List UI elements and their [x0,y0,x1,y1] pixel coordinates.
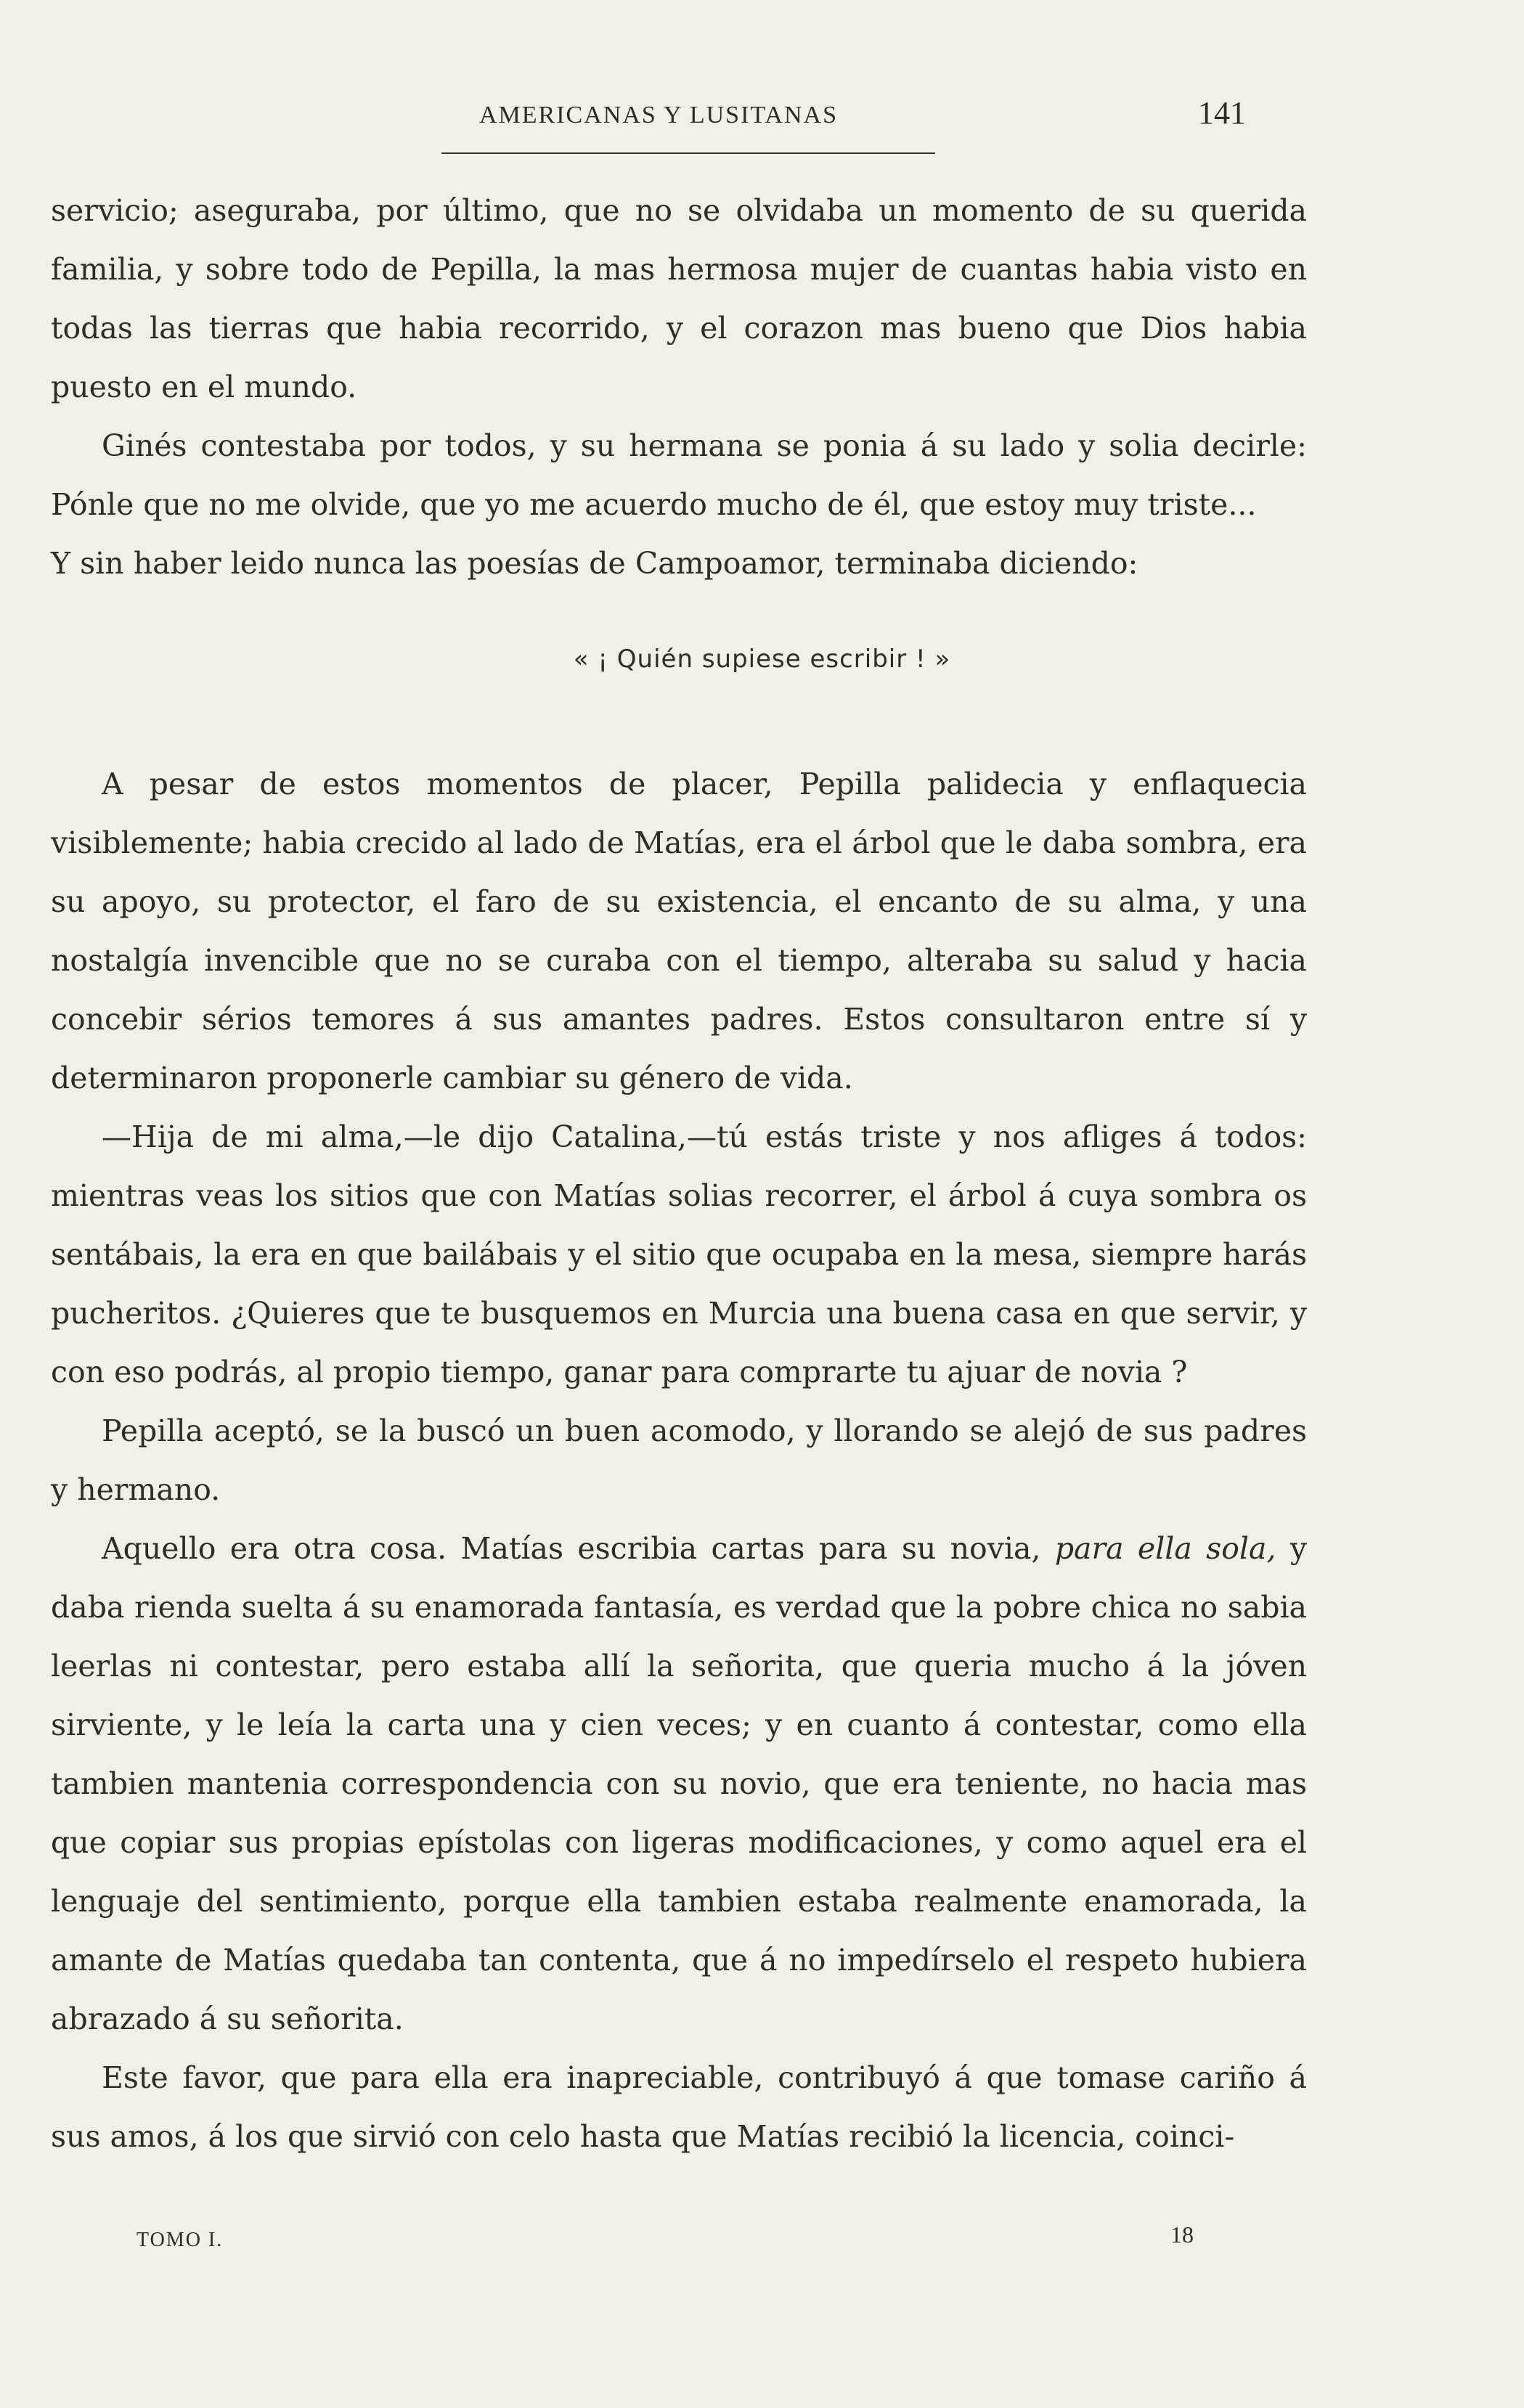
paragraph: —Hija de mi alma,—le dijo Catalina,—tú estás triste y nos afliges á todos: mientras veas los sitios que con Matías solias recorrer, el árbol á cuya sombra os sentábais, la era en que bailábais y el sitio que ocupaba en la mesa, siempre harás pucheritos. ¿Quieres que te busquemos en Murcia una buena casa en que servir, y con eso podrás, al propio tiempo, ganar para comprarte tu ajuar de novia ? [51,1119,1307,1389]
running-head [0,93,1524,136]
paragraph: A pesar de estos momentos de placer, Pepilla palidecia y enflaquecia visiblemente; habia crecido al lado de Matías, era el árbol que le daba sombra, era su apoyo, su protector, el faro de su existencia, el encanto de su alma, y una nostalgía invencible que no se curaba con el tiempo, alteraba su salud y hacia concebir sérios temores á sus amantes padres. Estos consultaron entre sí y determinaron proponerle cambiar su género de vida. [51,767,1307,1095]
paragraph: Pepilla aceptó, se la buscó un buen acomodo, y llorando se alejó de sus padres y hermano. [51,1413,1307,1507]
body-text-top [51,181,1307,593]
page-number: 141 [1198,95,1246,131]
poem-quote: « ¡ Quién supiese escribir ! » [573,645,951,674]
body-text-bottom [51,755,1307,2166]
italic-phrase: para ella sola, [1054,1531,1276,1566]
volume-label: TOMO I. [136,2229,224,2251]
paragraph: Ginés contestaba por todos, y su hermana se ponia á su lado y solia decirle: Pónle que no me olvide, que yo me acuerdo mucho de él, que estoy muy triste... [51,428,1307,522]
header-rule [441,152,935,154]
paragraph-text: Aquello era otra cosa. Matías escribia cartas para su novia, [102,1531,1055,1566]
paragraph: Y sin haber leido nunca las poesías de Campoamor, terminaba diciendo: [51,546,1138,581]
paragraph [51,1519,1307,2049]
paragraph: Este favor, que para ella era inapreciable, contribuyó á que tomase cariño á sus amos, á los que sirvió con celo hasta que Matías recibió la licencia, coinci- [51,2060,1307,2154]
running-title: AMERICANAS Y LUSITANAS [479,102,839,128]
paragraph-text: y daba rienda suelta á su enamorada fantasía, es verdad que la pobre chica no sabia leerlas ni contestar, pero estaba allí la señorita, que queria mucho á la jóven sirviente, y le leía la carta una y cien veces; y en cuanto á contestar, como ella tambien mantenia correspondencia con su novio, que era teniente, no hacia mas que copiar sus propias epístolas con ligeras modificaciones, y como aquel era el lenguaje del sentimiento, porque ella tambien estaba realmente enamorada, la amante de Matías quedaba tan contenta, que á no impedírselo el respeto hubiera abrazado á su señorita. [51,1531,1307,2036]
signature-mark: 18 [1170,2221,1194,2248]
paragraph: servicio; aseguraba, por último, que no se olvidaba un momento de su querida familia, y sobre todo de Pepilla, la mas hermosa mujer de cuantas habia visto en todas las tierras que habia recorrido, y el corazon mas bueno que Dios habia puesto en el mundo. [51,193,1307,404]
